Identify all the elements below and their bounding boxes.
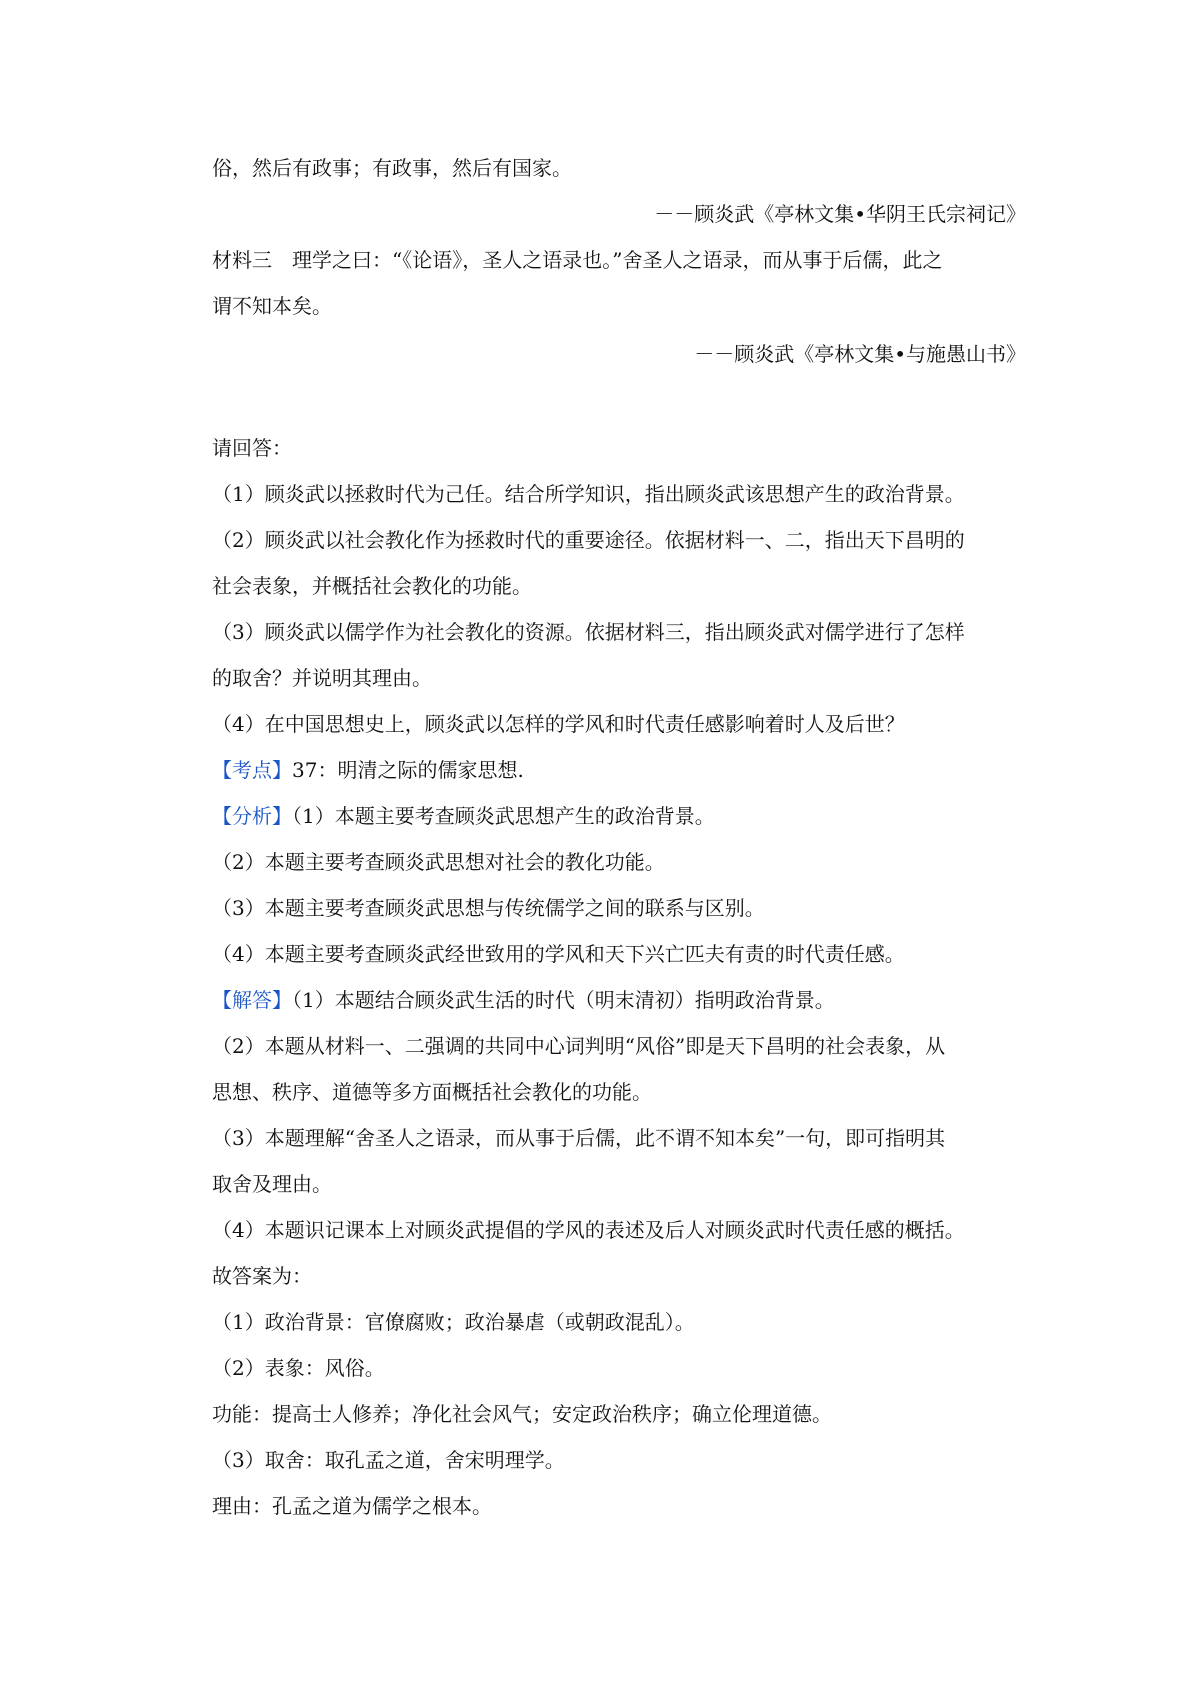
jieda-text-1: （1）本题结合顾炎武生活的时代（明末清初）指明政治背景。 (292, 988, 835, 1012)
fenxi-line-1 (212, 801, 1026, 831)
jieda-line-3a: （3）本题理解“舍圣人之语录，而从事于后儒，此不谓不知本矣”一句，即可指明其 (212, 1126, 946, 1150)
question-2-line-2: 社会表象，并概括社会教化的功能。 (212, 574, 532, 598)
question-4: （4）在中国思想史上，顾炎武以怎样的学风和时代责任感影响着时人及后世？ (212, 712, 905, 736)
fenxi-line-3: （3）本题主要考查顾炎武思想与传统儒学之间的联系与区别。 (212, 896, 765, 920)
material-three-line-2: 谓不知本矣。 (212, 294, 332, 318)
answer-intro: 故答案为： (212, 1264, 312, 1288)
fenxi-text-1: （1）本题主要考查顾炎武思想产生的政治背景。 (292, 804, 715, 828)
kaodian-text: 37：明清之际的儒家思想. (292, 758, 524, 782)
question-1: （1）顾炎武以拯救时代为己任。结合所学知识，指出顾炎武该思想产生的政治背景。 (212, 482, 965, 506)
answer-1: （1）政治背景：官僚腐败；政治暴虐（或朝政混乱）。 (212, 1310, 695, 1334)
jieda-tag: 【解答】 (212, 988, 292, 1012)
jieda-line-2b: 思想、秩序、道德等多方面概括社会教化的功能。 (212, 1080, 652, 1104)
answer-2: （2）表象：风俗。 (212, 1356, 385, 1380)
jieda-line-1 (212, 985, 1026, 1015)
question-3-line-2: 的取舍？并说明其理由。 (212, 666, 432, 690)
fenxi-line-2: （2）本题主要考查顾炎武思想对社会的教化功能。 (212, 850, 665, 874)
material-three-line-1: 材料三 理学之曰：“《论语》，圣人之语录也。”舍圣人之语录，而从事于后儒，此之 (212, 248, 943, 272)
kaodian-line (212, 755, 1026, 785)
jieda-line-2a: （2）本题从材料一、二强调的共同中心词判明“风俗”即是天下昌明的社会表象，从 (212, 1034, 946, 1058)
question-3-line-1: （3）顾炎武以儒学作为社会教化的资源。依据材料三，指出顾炎武对儒学进行了怎样 (212, 620, 965, 644)
kaodian-tag: 【考点】 (212, 758, 292, 782)
material-two-source: －－顾炎武《亭林文集•华阴王氏宗祠记》 (654, 202, 1026, 226)
answer-3: （3）取舍：取孔孟之道，舍宋明理学。 (212, 1448, 565, 1472)
answer-2-function: 功能：提高士人修养；净化社会风气；安定政治秩序；确立伦理道德。 (212, 1402, 832, 1426)
question-2-line-1: （2）顾炎武以社会教化作为拯救时代的重要途径。依据材料一、二，指出天下昌明的 (212, 528, 965, 552)
jieda-line-3b: 取舍及理由。 (212, 1172, 332, 1196)
answer-3-reason: 理由：孔孟之道为儒学之根本。 (212, 1494, 492, 1518)
fenxi-line-4: （4）本题主要考查顾炎武经世致用的学风和天下兴亡匹夫有责的时代责任感。 (212, 942, 905, 966)
question-prompt: 请回答： (212, 436, 292, 460)
jieda-line-4: （4）本题识记课本上对顾炎武提倡的学风的表述及后人对顾炎武时代责任感的概括。 (212, 1218, 965, 1242)
fenxi-tag: 【分析】 (212, 804, 292, 828)
material-two-end-line: 俗，然后有政事；有政事，然后有国家。 (212, 156, 572, 180)
material-three-source: －－顾炎武《亭林文集•与施愚山书》 (694, 342, 1026, 366)
